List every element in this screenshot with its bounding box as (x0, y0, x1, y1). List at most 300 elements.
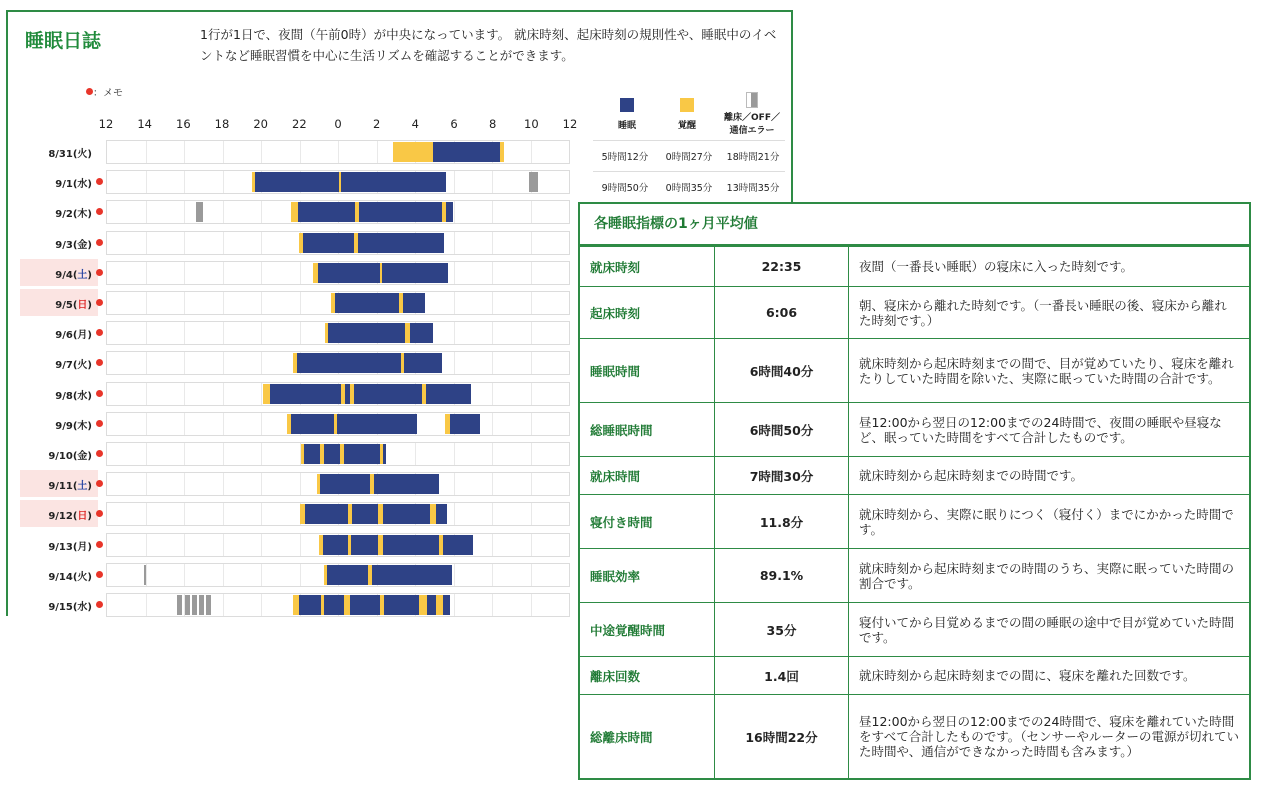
row-date-label: 9/11(土) (48, 481, 92, 493)
average-row (580, 287, 1249, 339)
timeline-gridline (184, 413, 185, 435)
axis-tick-label: 18 (214, 117, 230, 131)
timeline-gridline (184, 141, 185, 163)
axis-tick-label: 20 (253, 117, 268, 131)
timeline-gridline (146, 503, 147, 525)
axis-tick-label: 0 (334, 117, 342, 131)
awake-segment (436, 595, 443, 615)
sleep-segment (328, 323, 405, 343)
timeline-gridline (492, 594, 493, 616)
timeline-gridline (146, 534, 147, 556)
day-timeline (106, 140, 570, 164)
timeline-gridline (184, 232, 185, 254)
diary-row[interactable] (20, 591, 582, 618)
timeline-gridline (531, 201, 532, 223)
row-date-label: 9/9(木) (55, 420, 92, 432)
timeline-gridline (261, 503, 262, 525)
legend-off (717, 92, 787, 138)
legend-sleep (607, 98, 647, 131)
sleep-segment (255, 172, 339, 192)
sleep-segment (344, 444, 381, 464)
row-date: 9/14 (48, 571, 73, 583)
sleep-segment (382, 263, 447, 283)
axis-tick-label: 12 (562, 117, 578, 131)
diary-row[interactable] (20, 410, 582, 437)
metric-description: 就床時刻から起床時刻までの間で、目が覚めていたり、寝床を離れたりしていた時間を除いた、実際に眠っていた時間の合計です。 (849, 339, 1250, 403)
diary-description: 1行が1日で、夜間（午前0時）が中央になっています。 就床時刻、起床時刻の規則性や、睡眠中のイベントなど睡眠習慣を中心に生活リズムを確認することができます。 (200, 27, 777, 63)
timeline-gridline (492, 352, 493, 374)
sleep-segment (270, 384, 341, 404)
timeline-gridline (300, 322, 301, 344)
timeline-gridline (492, 201, 493, 223)
metric-description: 就床時刻から、実際に眠りにつく（寝付く）までにかかった時間です。 (849, 495, 1250, 549)
day-timeline (106, 321, 570, 345)
timeline-gridline (184, 503, 185, 525)
timeline-gridline (223, 534, 224, 556)
timeline-gridline (492, 473, 493, 495)
timeline-gridline (261, 232, 262, 254)
axis-tick-label: 2 (372, 117, 381, 131)
day-timeline (106, 170, 570, 194)
axis-tick-label: 16 (176, 117, 191, 131)
row-weekday: 金 (77, 239, 88, 251)
timeline-gridline (184, 322, 185, 344)
timeline-gridline (454, 473, 455, 495)
sleep-swatch (620, 98, 634, 112)
timeline-gridline (146, 413, 147, 435)
row-weekday: 木 (77, 420, 88, 432)
metric-description: 就床時刻から起床時刻までの時間です。 (849, 457, 1250, 495)
timeline-gridline (454, 171, 455, 193)
sleep-segment (352, 504, 378, 524)
memo-dot-icon[interactable] (96, 208, 103, 215)
row-date-label: 9/1(水) (55, 179, 92, 191)
timeline-gridline (146, 473, 147, 495)
memo-dot-icon[interactable] (96, 480, 103, 487)
metric-value: 6時間40分 (715, 339, 849, 403)
average-row (580, 603, 1249, 657)
timeline-gridline (261, 564, 262, 586)
sleep-segment (433, 142, 499, 162)
timeline-gridline (492, 443, 493, 465)
row-date-label: 9/15(水) (48, 602, 92, 613)
row-weekday: 月 (77, 541, 88, 553)
timeline-gridline (454, 262, 455, 284)
metric-label: 就床時刻 (580, 247, 715, 287)
timeline-gridline (338, 141, 339, 163)
timeline-gridline (492, 534, 493, 556)
day-timeline (106, 502, 570, 526)
sleep-segment (297, 353, 401, 373)
awake-segment (263, 384, 270, 404)
timeline-gridline (223, 141, 224, 163)
timeline-gridline (492, 413, 493, 435)
timeline-gridline (531, 383, 532, 405)
timeline-gridline (531, 594, 532, 616)
timeline-gridline (223, 503, 224, 525)
timeline-gridline (146, 171, 147, 193)
metric-value: 6:06 (715, 287, 849, 339)
sleep-segment (303, 233, 354, 253)
memo-dot-icon[interactable] (96, 359, 103, 366)
sleep-segment (374, 474, 439, 494)
row-date: 9/3 (55, 239, 73, 251)
timeline-gridline (454, 352, 455, 374)
day-timeline (106, 351, 570, 375)
off-segment (206, 595, 211, 615)
timeline-gridline (223, 473, 224, 495)
timeline-gridline (531, 503, 532, 525)
memo-dot-icon[interactable] (96, 269, 103, 276)
metric-description: 夜間（一番長い睡眠）の寝床に入った時刻です。 (849, 247, 1250, 287)
sleep-segment (443, 535, 473, 555)
sleep-segment (304, 444, 319, 464)
timeline-gridline (261, 201, 262, 223)
awake-swatch (680, 98, 694, 112)
timeline-gridline (261, 141, 262, 163)
metric-description: 昼12:00から翌日の12:00までの24時間で、夜間の睡眠や昼寝など、眠っていた時間をすべて合計したものです。 (849, 403, 1250, 457)
off-segment (144, 565, 147, 585)
timeline-gridline (146, 262, 147, 284)
timeline-gridline (223, 443, 224, 465)
timeline-gridline (531, 262, 532, 284)
row-date: 9/2 (55, 209, 73, 221)
axis-tick-label: 8 (488, 117, 497, 131)
row-date-label: 9/13(月) (48, 541, 92, 553)
sleep-segment (299, 595, 321, 615)
timeline-gridline (454, 443, 455, 465)
row-date: 9/7 (55, 360, 73, 372)
row-date-label: 9/7(火) (55, 360, 92, 372)
axis-tick-label: 12 (98, 117, 114, 131)
sleep-segment (450, 414, 481, 434)
sleep-segment (359, 202, 442, 222)
timeline-gridline (492, 232, 493, 254)
metric-description: 就床時刻から起床時刻までの時間のうち、実際に眠っていた時間の割合です。 (849, 549, 1250, 603)
timeline-gridline (146, 383, 147, 405)
day-timeline (106, 442, 570, 466)
timeline-gridline (300, 443, 301, 465)
axis-tick-label: 6 (450, 117, 458, 131)
timeline-gridline (146, 322, 147, 344)
metric-description: 昼12:00から翌日の12:00までの24時間で、寝床を離れていた時間をすべて合計したものです。（センサーやルーターの電源が切れていた時間や、通信ができなかった時間も含みます。） (849, 695, 1250, 779)
memo-dot-icon[interactable] (96, 571, 103, 578)
stat-off: 13時間35分 (726, 183, 780, 194)
timeline-gridline (492, 292, 493, 314)
timeline-gridline (492, 503, 493, 525)
memo-dot-icon[interactable] (96, 510, 103, 517)
sleep-segment (354, 384, 421, 404)
diary-row[interactable] (20, 440, 582, 467)
legend-off-label-2: 通信エラー (729, 126, 775, 136)
timeline-gridline (300, 292, 301, 314)
metric-value: 1.4回 (715, 657, 849, 695)
average-row (580, 339, 1249, 403)
metric-value: 7時間30分 (715, 457, 849, 495)
diary-row[interactable] (20, 289, 582, 316)
timeline-gridline (184, 201, 185, 223)
average-row (580, 403, 1249, 457)
off-segment (199, 595, 204, 615)
row-date: 8/31 (48, 149, 73, 160)
timeline-gridline (261, 473, 262, 495)
timeline-gridline (300, 141, 301, 163)
timeline-gridline (184, 171, 185, 193)
stat-row (593, 172, 785, 203)
metric-label: 起床時刻 (580, 287, 715, 339)
axis-tick-label: 10 (524, 117, 539, 131)
memo-dot-icon (86, 88, 93, 95)
timeline-gridline (531, 292, 532, 314)
metric-label: 寝付き時間 (580, 495, 715, 549)
metric-label: 睡眠時間 (580, 339, 715, 403)
timeline-gridline (184, 352, 185, 374)
timeline-gridline (261, 534, 262, 556)
timeline-gridline (454, 232, 455, 254)
sleep-segment (305, 504, 347, 524)
timeline-gridline (300, 534, 301, 556)
timeline-gridline (531, 352, 532, 374)
timeline-gridline (146, 352, 147, 374)
metric-label: 中途覚醒時間 (580, 603, 715, 657)
row-date-label: 9/3(金) (55, 239, 92, 251)
timeline-gridline (223, 383, 224, 405)
row-date: 9/5 (55, 300, 73, 311)
timeline-gridline (184, 443, 185, 465)
timeline-gridline (415, 443, 416, 465)
row-date: 9/13 (48, 541, 73, 553)
metric-label: 総離床時間 (580, 695, 715, 779)
row-weekday: 日 (77, 511, 88, 523)
row-date: 9/15 (48, 602, 73, 613)
metric-value: 22:35 (715, 247, 849, 287)
memo-dot-icon[interactable] (96, 178, 103, 185)
sleep-segment (358, 233, 444, 253)
off-segment (192, 595, 197, 615)
diary-row[interactable] (20, 319, 582, 346)
metric-value: 11.8分 (715, 495, 849, 549)
timeline-gridline (223, 262, 224, 284)
timeline-gridline (492, 262, 493, 284)
day-timeline (106, 563, 570, 587)
metric-label: 睡眠効率 (580, 549, 715, 603)
timeline-gridline (454, 594, 455, 616)
memo-dot-icon[interactable] (96, 420, 103, 427)
row-date-label: 9/10(金) (48, 451, 92, 462)
timeline-gridline (531, 322, 532, 344)
stat-row (593, 141, 785, 172)
timeline-gridline (223, 413, 224, 435)
timeline-gridline (261, 262, 262, 284)
row-date: 9/12 (48, 511, 73, 523)
memo-dot-icon[interactable] (96, 450, 103, 457)
diary-row[interactable] (20, 229, 582, 256)
metric-description: 朝、寝床から離れた時刻です。（一番長い睡眠の後、寝床から離れた時刻です。） (849, 287, 1250, 339)
row-date: 9/1 (55, 179, 73, 191)
row-date-label: 9/2(木) (55, 209, 92, 221)
sleep-segment (320, 474, 370, 494)
sleep-segment (291, 414, 334, 434)
sleep-segment (327, 565, 367, 585)
row-date-label: 9/6(月) (55, 330, 92, 342)
memo-legend (86, 84, 123, 99)
average-row (580, 549, 1249, 603)
row-date: 9/6 (55, 330, 73, 342)
sleep-segment (350, 595, 381, 615)
timeline-gridline (184, 564, 185, 586)
row-date: 9/4 (55, 269, 73, 281)
row-weekday: 月 (77, 330, 88, 342)
stat-sleep: 5時間12分 (601, 152, 649, 163)
timeline-gridline (223, 171, 224, 193)
sleep-segment (318, 263, 381, 283)
timeline-gridline (184, 534, 185, 556)
average-table (580, 246, 1249, 779)
average-row (580, 457, 1249, 495)
timeline-gridline (184, 292, 185, 314)
memo-dot-icon[interactable] (96, 239, 103, 246)
timeline-gridline (300, 473, 301, 495)
timeline-gridline (531, 232, 532, 254)
off-segment (185, 595, 190, 615)
sleep-segment (372, 565, 452, 585)
sleep-segment (427, 595, 437, 615)
timeline-gridline (454, 201, 455, 223)
average-row (580, 247, 1249, 287)
timeline-gridline (146, 232, 147, 254)
diary-row[interactable] (20, 380, 582, 407)
row-weekday: 日 (77, 300, 88, 311)
timeline-gridline (223, 322, 224, 344)
row-date: 9/8 (55, 390, 73, 402)
sleep-segment (384, 595, 419, 615)
timeline-gridline (492, 171, 493, 193)
row-date-label: 9/12(日) (48, 511, 92, 523)
timeline-gridline (261, 352, 262, 374)
metric-value: 35分 (715, 603, 849, 657)
timeline-gridline (146, 141, 147, 163)
row-weekday: 火 (77, 360, 88, 372)
sleep-segment (335, 293, 399, 313)
memo-dot-icon[interactable] (96, 329, 103, 336)
timeline-gridline (146, 201, 147, 223)
memo-dot-icon[interactable] (96, 299, 103, 306)
memo-dot-icon[interactable] (96, 541, 103, 548)
row-weekday: 土 (77, 481, 88, 493)
sleep-segment (426, 384, 471, 404)
diary-row[interactable] (20, 500, 582, 527)
timeline-gridline (184, 262, 185, 284)
metric-value: 89.1% (715, 549, 849, 603)
diary-row[interactable] (20, 349, 582, 376)
sleep-segment (446, 202, 454, 222)
metric-value: 16時間22分 (715, 695, 849, 779)
timeline-gridline (223, 232, 224, 254)
timeline-gridline (146, 594, 147, 616)
legend-sleep-label: 睡眠 (617, 121, 636, 131)
timeline-gridline (531, 473, 532, 495)
row-weekday: 水 (77, 179, 88, 191)
sleep-segment (351, 535, 378, 555)
timeline-gridline (300, 262, 301, 284)
day-timeline (106, 412, 570, 436)
sleep-segment (337, 414, 417, 434)
sleep-segment (383, 504, 430, 524)
diary-row[interactable] (20, 138, 582, 165)
off-segment (177, 595, 182, 615)
row-weekday: 木 (77, 209, 88, 221)
sleep-segment (383, 444, 386, 464)
off-segment (529, 172, 539, 192)
stat-off: 18時間21分 (726, 152, 780, 163)
row-weekday: 水 (77, 602, 88, 613)
timeline-gridline (261, 292, 262, 314)
timeline-gridline (261, 322, 262, 344)
diary-row[interactable] (20, 561, 582, 588)
legend-off-label-1: 離床／OFF／ (724, 113, 780, 123)
stat-awake: 0時間27分 (665, 152, 713, 163)
row-date-label: 9/5(日) (55, 300, 92, 311)
row-date-label: 8/31(火) (48, 149, 92, 160)
monthly-average-panel (578, 202, 1251, 780)
row-weekday: 土 (77, 269, 88, 281)
average-row (580, 495, 1249, 549)
timeline-gridline (492, 564, 493, 586)
timeline-gridline (146, 443, 147, 465)
metric-label: 総睡眠時間 (580, 403, 715, 457)
day-timeline (106, 593, 570, 617)
sleep-segment (324, 595, 344, 615)
diary-row[interactable] (20, 198, 582, 225)
sleep-segment (341, 172, 446, 192)
timeline-gridline (261, 413, 262, 435)
timeline-gridline (223, 201, 224, 223)
memo-dot-icon[interactable] (96, 601, 103, 608)
diary-title: 睡眠日誌 (25, 30, 102, 52)
sleep-segment (324, 444, 340, 464)
awake-segment (291, 202, 298, 222)
row-weekday: 水 (77, 390, 88, 402)
sleep-segment (443, 595, 450, 615)
diary-row[interactable] (20, 259, 582, 286)
row-date-label: 9/8(水) (55, 390, 92, 402)
timeline-gridline (223, 292, 224, 314)
diary-row[interactable] (20, 531, 582, 558)
sleep-segment (410, 323, 433, 343)
sleep-segment (436, 504, 447, 524)
row-weekday: 火 (77, 571, 88, 583)
timeline-gridline (146, 292, 147, 314)
axis-tick-label: 4 (411, 117, 419, 131)
metric-label: 就床時間 (580, 457, 715, 495)
sleep-segment (404, 353, 442, 373)
timeline-gridline (261, 443, 262, 465)
diary-row[interactable] (20, 168, 582, 195)
legend-awake-label: 覚醒 (677, 121, 696, 131)
stat-sleep: 9時間50分 (601, 183, 649, 194)
memo-legend-label: ：メモ (93, 88, 123, 99)
row-date: 9/9 (55, 420, 73, 432)
timeline-gridline (531, 564, 532, 586)
diary-row[interactable] (20, 470, 582, 497)
memo-dot-icon[interactable] (96, 390, 103, 397)
row-date-label: 9/4(土) (55, 269, 92, 281)
day-timeline (106, 533, 570, 557)
day-timeline (106, 472, 570, 496)
timeline-gridline (454, 503, 455, 525)
timeline-gridline (492, 383, 493, 405)
off-segment (196, 202, 204, 222)
